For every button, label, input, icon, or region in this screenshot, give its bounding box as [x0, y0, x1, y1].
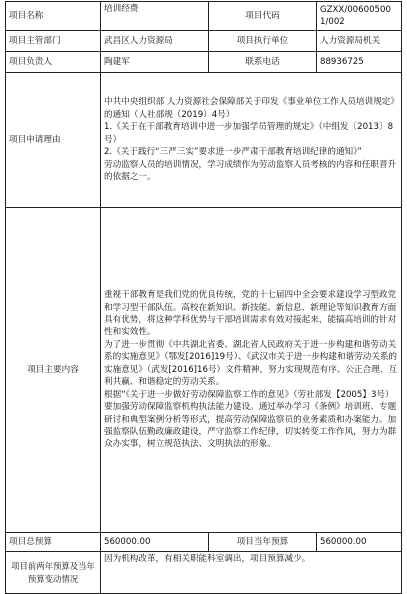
- reason-text: [101, 73, 402, 208]
- reason-paragraph: 1.《关于在干部教育培训中进一步加强学员管理的规定》（中组发〔2013〕8号）: [104, 122, 394, 145]
- dept-label: 项目主管部门: [6, 31, 101, 52]
- year-budget-label: 项目当年预算: [209, 533, 317, 552]
- phone-value: 88936725: [317, 52, 402, 73]
- leader-label: 项目负责人: [6, 52, 101, 73]
- content-text: [101, 208, 402, 533]
- reason-paragraph: 中共中央组织部 人力资源社会保障部关于印发《事业单位工作人员培训规定》的通知（人社部规（2019）4号）: [104, 97, 395, 120]
- row-project-name: [6, 2, 402, 31]
- row-change: [6, 552, 402, 594]
- year-budget-value: 560000.00: [317, 533, 402, 552]
- content-label: 项目主要内容: [6, 208, 101, 533]
- total-budget-label: 项目总预算: [6, 533, 101, 552]
- exec-unit-label: 项目执行单位: [209, 31, 317, 52]
- project-code-label: 项目代码: [209, 2, 317, 31]
- total-budget-value: 560000.00: [101, 533, 209, 552]
- row-budget: [6, 533, 402, 552]
- reason-label: 项目申请理由: [6, 73, 101, 208]
- change-label: 项目前两年预算及当年预算变动情况: [6, 552, 101, 594]
- row-leader: [6, 52, 402, 73]
- content-paragraph: 根据“《关于进一步做好劳动保障监察工作的意见》（劳社部发【2005】3号）要加强劳动保障监察机构执法能力建设。通过举办学习《条例》培训班、专题研讨和典型案例分析等形式，提高劳动保障监察员的业务素质和办案能力。加强监察队伍勤政廉政建设，严守监察工作纪律，切实转变工作作风，努力为群众办实事，树立规范执法、文明执法的形象。: [104, 389, 397, 450]
- exec-unit-value: 人力资源局机关: [317, 31, 402, 52]
- project-name-label: 项目名称: [6, 2, 101, 31]
- phone-label: 联系电话: [209, 52, 317, 73]
- change-value: 因为机构改革，有相关职能科室调出，项目预算减少。: [101, 552, 402, 594]
- project-code-value: GZXX/006005001/002: [317, 2, 402, 31]
- content-paragraph: 为了进一步贯彻《中共湖北省委、湖北省人民政府关于进一步构建和谐劳动关系的实施意见》（鄂发[2016]19号）、《武汉市关于进一步构建和谐劳动关系的实施意见》（武发[2016]16号）文件精神，努力实现规范有序、公正合理、互利共赢、和谐稳定的劳动关系。: [104, 339, 398, 388]
- row-dept: [6, 31, 402, 52]
- reason-paragraph: 劳动监察人员的培训情况，学习成绩作为劳动监察人员考核的内容和任职晋升的依据之一。: [104, 159, 397, 183]
- row-content: [6, 208, 402, 533]
- content-paragraph: 重视干部教育是我们党的优良传统，党的十七届四中全会要求建设学习型政党和学习型干部队伍。高校在新知识、新技能、新信息、新理论等知识教育方面具有优势，将这种学科优势与干部培训需求有效对接起来，能搞高培训的针对性和实效性。: [104, 290, 397, 338]
- project-info-table: [5, 1, 402, 594]
- reason-paragraph: 2.《关于践行“三严三实”要求进一步严肃干部教育培训纪律的通知》”: [104, 147, 362, 158]
- dept-value: 武昌区人力资源局: [101, 31, 209, 52]
- row-reason: [6, 73, 402, 208]
- project-name-value: 培训经费: [101, 2, 209, 31]
- leader-value: 陶建军: [101, 52, 209, 73]
